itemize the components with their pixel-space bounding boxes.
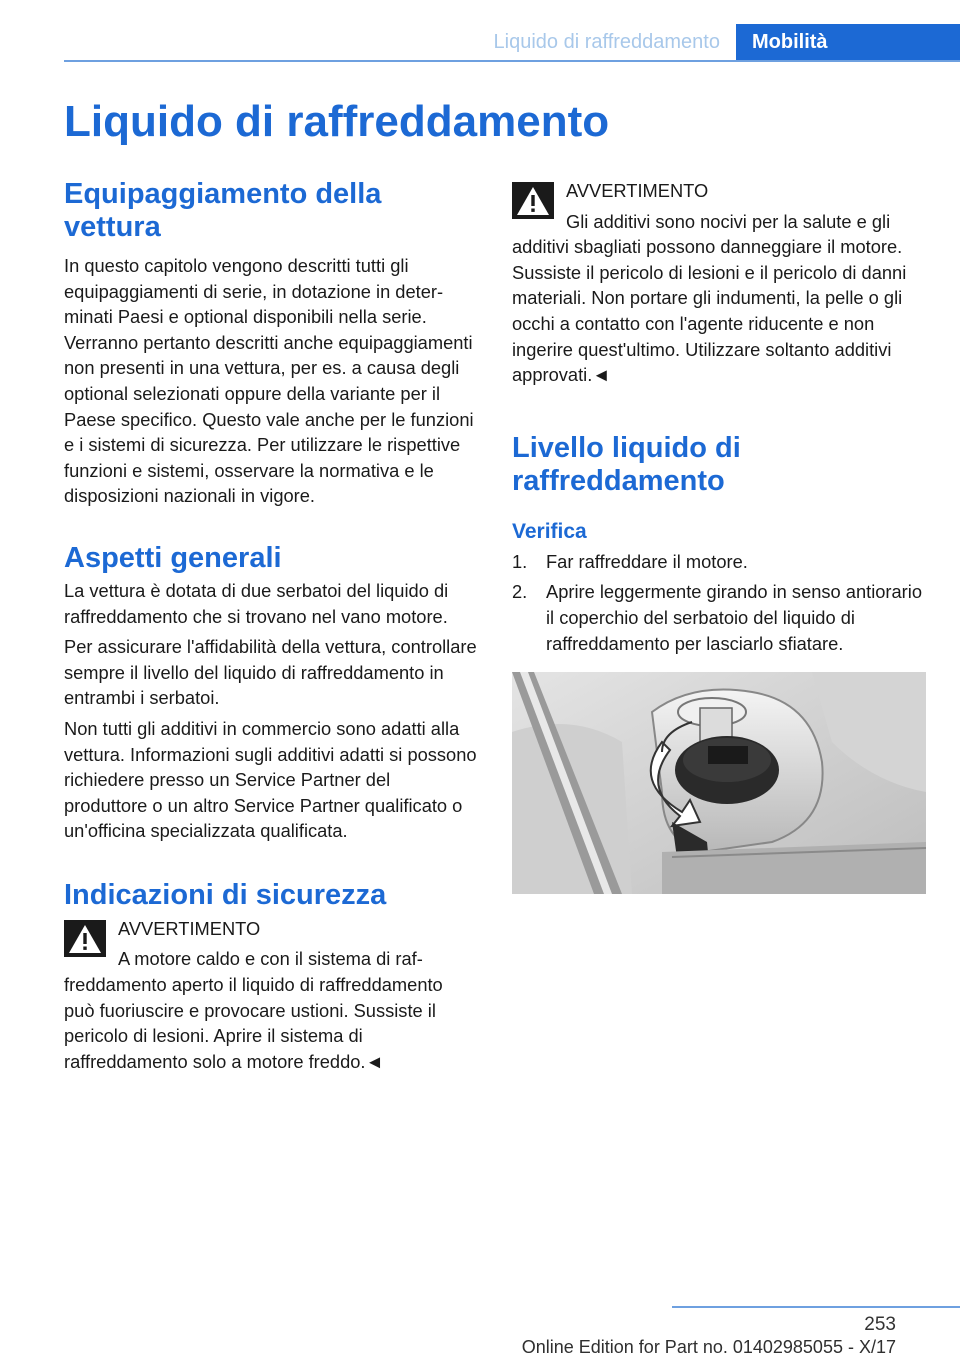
header-section-title: Liquido di raffreddamento xyxy=(493,31,720,53)
edition-note: Online Edition for Part no. 01402985055 - X/17 xyxy=(521,1337,896,1357)
check-subheading: Verifica xyxy=(512,519,587,543)
equipment-heading: Equipaggiamento della vettura xyxy=(64,178,382,243)
equipment-section xyxy=(64,178,478,509)
general-paragraph: Non tutti gli additivi in commercio sono adatti alla vettura. Informazioni sugli additivi adatti si possono richiedere presso un Service Partner del produttore o un altro Service Partner qualificato o un'officina specializzata qualificata. xyxy=(64,717,477,842)
warning-triangle-icon xyxy=(64,920,106,957)
equipment-body: In questo capitolo vengono descritti tutti gli equipaggiamenti di serie, in dotazione in determinati Paesi e optional disponibili nella serie. Verranno pertanto descritti anche equipaggiamenti non presenti in una vettura, per es. a causa degli optional selezionati oppure della variante per il Paese specifico. Questo vale anche per le funzioni e i sistemi di sicurezza. Per utilizzare le rispettive funzioni e sistemi, osservare la normativa e le disposizioni nazionali in vigore. xyxy=(64,255,474,507)
warning-title: AVVERTIMENTO xyxy=(566,180,709,201)
safety-heading: Indicazioni di sicurezza xyxy=(64,878,387,911)
list-item xyxy=(512,549,926,575)
coolant-cap-image xyxy=(512,672,926,894)
general-section xyxy=(64,542,478,844)
warning-box xyxy=(512,178,926,388)
steps-list xyxy=(512,549,926,656)
step-text: Aprire leggermente girando in senso antiorario il coperchio del serbatoio del liquido di raffreddamento per lasciarlo sfiatare. xyxy=(546,581,922,654)
general-paragraph: La vettura è dotata di due serbatoi del liquido di raffreddamento che si trovano nel vano motore. xyxy=(64,579,449,627)
step-number: 1. xyxy=(512,550,528,572)
warning-box xyxy=(64,916,478,1075)
list-item xyxy=(512,579,926,656)
header-divider xyxy=(64,60,960,62)
safety-section xyxy=(64,879,478,1075)
coolant-cap-illustration xyxy=(512,672,926,894)
general-paragraph: Per assicurare l'affidabilità della vettura, controllare sempre il livello del liquido di raffreddamento in entrambi i serbatoi. xyxy=(64,636,477,709)
left-column xyxy=(64,178,478,1079)
coolant-level-section xyxy=(512,432,926,894)
step-number: 2. xyxy=(512,581,528,603)
warning-triangle-icon xyxy=(512,182,554,219)
general-heading: Aspetti generali xyxy=(64,541,282,574)
footer-divider xyxy=(672,1306,960,1308)
page-number: 253 xyxy=(864,1314,896,1335)
header-chapter-tab[interactable]: Mobilità xyxy=(736,24,960,60)
right-column xyxy=(512,178,926,894)
warning-text: Gli additivi sono nocivi per la salute e gli additivi sbagliati possono danneggiare il motore. Sussiste il pericolo di lesioni e il pericolo di danni materiali. Non portare gli indumenti, la pelle o gli occhi a contatto con l'agente riducente e non ingerire quest'ultimo. Utilizzare soltanto additivi approvati.◄ xyxy=(512,210,907,386)
page-title: Liquido di raffreddamento xyxy=(64,97,610,146)
coolant-level-heading: Livello liquido di raffreddamento xyxy=(512,431,741,497)
warning-text: A motore caldo e con il sistema di raffreddamento aperto il liquido di raffreddamento può fuoriuscire e provocare ustioni. Sussiste il pericolo di lesioni. Aprire il sistema di raffreddamento solo a motore freddo.◄ xyxy=(64,948,443,1072)
warning-title: AVVERTIMENTO xyxy=(118,917,261,939)
step-text: Far raffreddare il motore. xyxy=(546,550,748,572)
